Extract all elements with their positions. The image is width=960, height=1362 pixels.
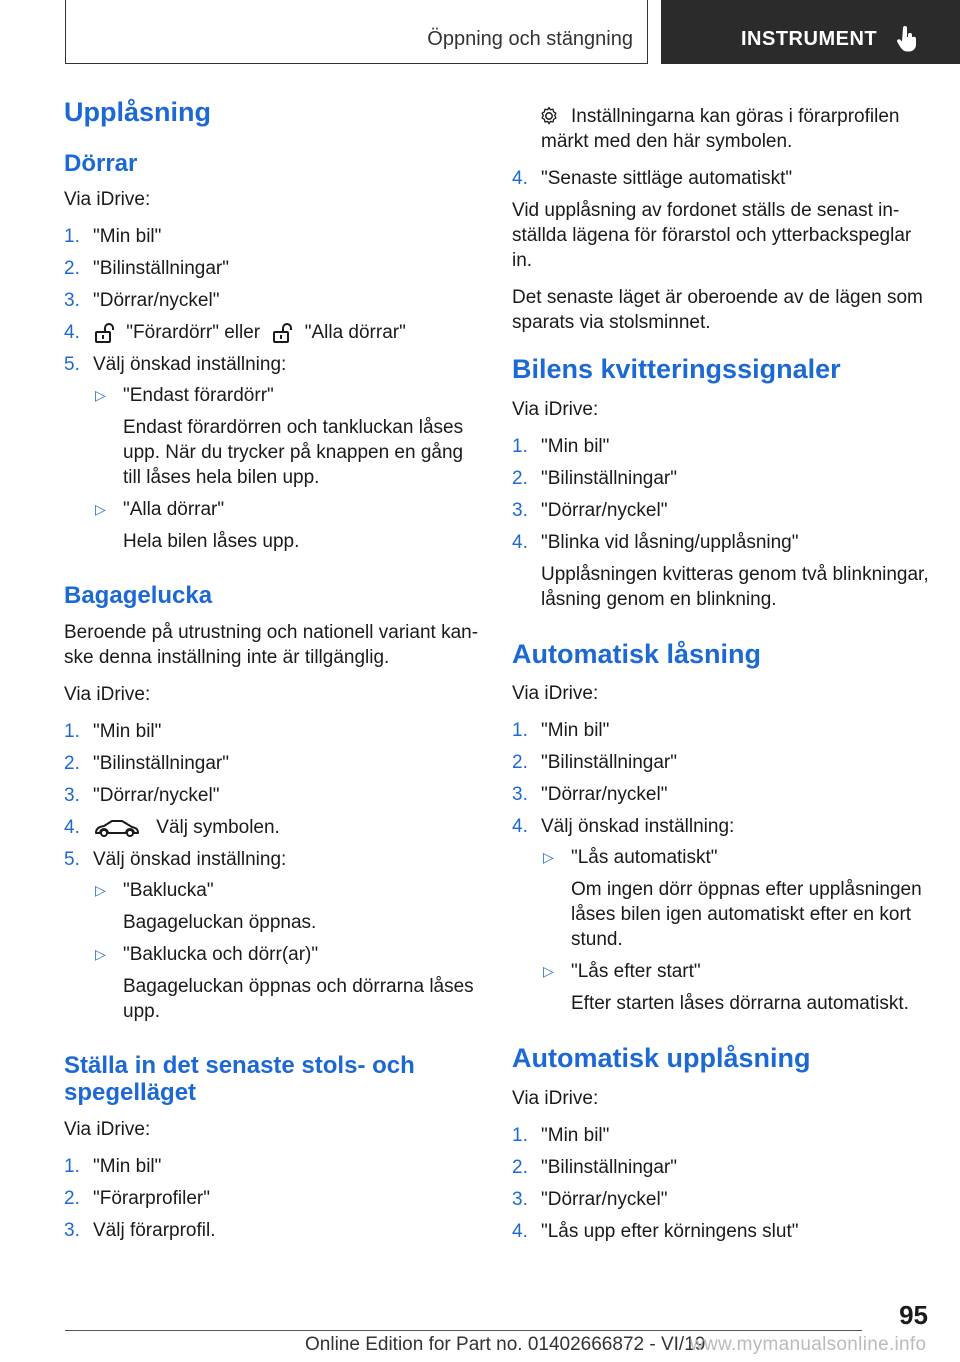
triangle-bullet-icon: ▷ [95,881,106,898]
list-item [93,942,484,1024]
list-item [512,434,932,459]
seat-steps-continued [512,166,932,191]
list-item [93,383,484,490]
step-number: 4. [512,531,528,553]
option-label: "Lås automatiskt" [571,847,718,869]
via-idrive: Via iDrive: [512,1088,599,1110]
step-number: 3. [64,784,80,806]
list-item [64,256,484,281]
step-number: 3. [64,290,80,312]
step-number: 3. [512,1189,528,1211]
watermark-text: www.mymanualsonline.info [690,1334,927,1355]
step-text: "Bilinställningar" [541,1157,677,1179]
list-item [512,1219,932,1244]
step-text: "Bilinställningar" [541,467,677,489]
step-text: "Blinka vid låsning/upplåsning" [541,531,799,553]
step-text: "Förarprofiler" [93,1188,210,1210]
step-text: "Min bil" [93,720,162,742]
list-item [512,782,932,807]
doors-steps [64,224,484,554]
step-text: "Alla dörrar" [304,322,406,344]
heading-bagagelucka: Bagagelucka [64,582,213,610]
trunk-options [93,878,484,1024]
trunk-steps [64,719,484,1024]
step-number: 1. [64,226,80,248]
heading-automatisk-upplasning: Automatisk upplåsning [512,1043,811,1074]
option-desc: Efter starten låses dörrarna automatiskt. [571,993,909,1015]
list-item [64,847,484,1024]
autolock-options [541,845,932,1016]
step-text: "Min bil" [541,1125,610,1147]
pointing-hand-icon [896,26,918,54]
seat-steps [64,1154,484,1243]
header-tab-label: INSTRUMENT [741,28,878,50]
step-text: "Min bil" [93,226,162,248]
step-number: 4. [64,322,80,344]
via-idrive: Via iDrive: [512,683,599,705]
header-section-box [65,0,648,64]
triangle-bullet-icon: ▷ [543,963,554,980]
ack-steps [512,434,932,612]
list-item [64,320,484,345]
list-item [541,845,932,952]
list-item [93,497,484,554]
step-text: "Senaste sittläge automatiskt" [541,168,793,189]
step-text: "Bilinställningar" [541,752,677,774]
step-number: 4. [512,168,528,189]
settings-gear-icon [539,106,559,126]
step-number: 5. [64,354,80,376]
step-number: 1. [512,720,528,742]
option-label: "Baklucka och dörr(ar)" [123,943,319,965]
step-number: 2. [64,1188,80,1210]
step-text: "Dörrar/nyckel" [541,1189,668,1211]
option-label: "Endast förardörr" [123,385,274,407]
option-label: "Baklucka" [123,879,214,901]
step-text: "Dörrar/nyckel" [541,784,668,806]
via-idrive: Via iDrive: [64,189,151,211]
heading-seat-mirror: Ställa in det senaste stols- och spegelläget [64,1051,415,1107]
step-text: "Min bil" [93,1156,162,1178]
step-number: 5. [64,848,80,870]
list-item [64,719,484,744]
list-item [64,815,484,840]
list-item [512,498,932,523]
right-column [512,104,932,1251]
option-label: "Alla dörrar" [123,499,225,521]
list-item [64,783,484,808]
step-text: "Dörrar/nyckel" [93,290,220,312]
step-text: "Lås upp efter körningens slut" [541,1221,799,1243]
triangle-bullet-icon: ▷ [95,501,106,518]
list-item [512,466,932,491]
list-item [93,878,484,935]
header-section-title: Öppning och stängning [427,28,633,50]
step-number: 2. [512,752,528,774]
left-column [64,98,484,1250]
list-item [512,814,932,1016]
footer-edition: Online Edition for Part no. 01402666872 - VI/19 [305,1334,706,1355]
via-idrive: Via iDrive: [64,1119,151,1141]
list-item [512,1155,932,1180]
step-text: Välj önskad inställning: [93,354,287,376]
list-item [64,1218,484,1243]
list-item [64,1154,484,1179]
step-text: "Bilinställningar" [93,752,229,774]
step-number: 2. [512,1157,528,1179]
list-item [541,959,932,1016]
option-label: "Lås efter start" [571,961,701,983]
header-tab-instrument[interactable] [661,0,960,64]
step-text: Välj förarprofil. [93,1220,216,1242]
heading-kvitteringssignaler: Bilens kvitteringssignaler [512,354,841,384]
step-number: 1. [512,435,528,457]
triangle-bullet-icon: ▷ [95,387,106,404]
list-item [512,1187,932,1212]
step-text: "Min bil" [541,720,610,742]
step-text: "Dörrar/nyckel" [93,784,220,806]
list-item [512,530,932,612]
step-text: Välj symbolen. [156,816,280,838]
seat-paragraph-1: Vid upplåsning av fordonet ställs de senast inställda lägena för förarstol och ytterbackspeglar in. [512,200,912,271]
list-item [512,750,932,775]
step-text: Välj önskad inställning: [541,816,735,838]
via-idrive: Via iDrive: [64,683,151,705]
car-outline-icon [93,817,141,839]
profile-note [512,104,932,154]
heading-automatisk-lasning: Automatisk låsning [512,638,762,669]
title-upplasning: Upplåsning [64,97,211,127]
list-item [64,751,484,776]
footer-divider [65,1330,862,1331]
list-item [64,224,484,249]
list-item [64,288,484,313]
profile-note-text: Inställningarna kan göras i förarprofilen märkt med den här symbolen. [541,106,900,152]
step-number: 2. [64,258,80,280]
step-number: 1. [512,1125,528,1147]
trunk-intro: Beroende på utrustning och nationell variant kanske denna inställning inte är tillgänglig. [64,621,479,668]
triangle-bullet-icon: ▷ [543,849,554,866]
autolock-steps [512,718,932,1016]
step-number: 1. [64,1156,80,1178]
unlock-padlock-icon [93,322,117,344]
step-number: 2. [512,467,528,489]
triangle-bullet-icon: ▷ [95,945,106,962]
step-number: 2. [64,752,80,774]
option-desc: Bagageluckan öppnas. [123,911,317,933]
step-text: "Dörrar/nyckel" [541,499,668,521]
step-number: 3. [512,499,528,521]
step-desc: Upplåsningen kvitteras genom två blinkningar, låsning genom en blinkning. [541,563,929,610]
step-number: 4. [512,816,528,838]
doors-options [93,383,484,554]
list-item [64,1186,484,1211]
list-item [512,718,932,743]
heading-dorrar: Dörrar [64,149,138,177]
step-number: 3. [64,1220,80,1242]
option-desc: Hela bilen låses upp. [123,531,300,553]
list-item [512,1123,932,1148]
via-idrive: Via iDrive: [512,398,599,420]
seat-paragraph-2: Det senaste läget är oberoende av de lägen som sparats via stolsminnet. [512,287,923,333]
step-number: 1. [64,720,80,742]
step-text: "Förardörr" eller [126,322,261,344]
option-desc: Bagageluckan öppnas och dörrarna låses upp. [123,975,474,1022]
list-item [64,352,484,554]
step-text: "Bilinställningar" [93,258,229,280]
unlock-padlock-icon [271,322,295,344]
option-desc: Om ingen dörr öppnas efter upplåsningen låses bilen igen automatiskt efter en kort stund. [571,879,922,951]
step-text: "Min bil" [541,435,610,457]
step-number: 4. [64,816,80,838]
option-desc: Endast förardörren och tankluckan låses upp. När du trycker på knappen en gång till låses hela bilen upp. [123,417,464,489]
step-number: 3. [512,784,528,806]
autounlock-steps [512,1123,932,1244]
step-number: 4. [512,1221,528,1243]
list-item [512,166,932,191]
page-number: 95 [899,1300,928,1330]
step-text: Välj önskad inställning: [93,848,287,870]
